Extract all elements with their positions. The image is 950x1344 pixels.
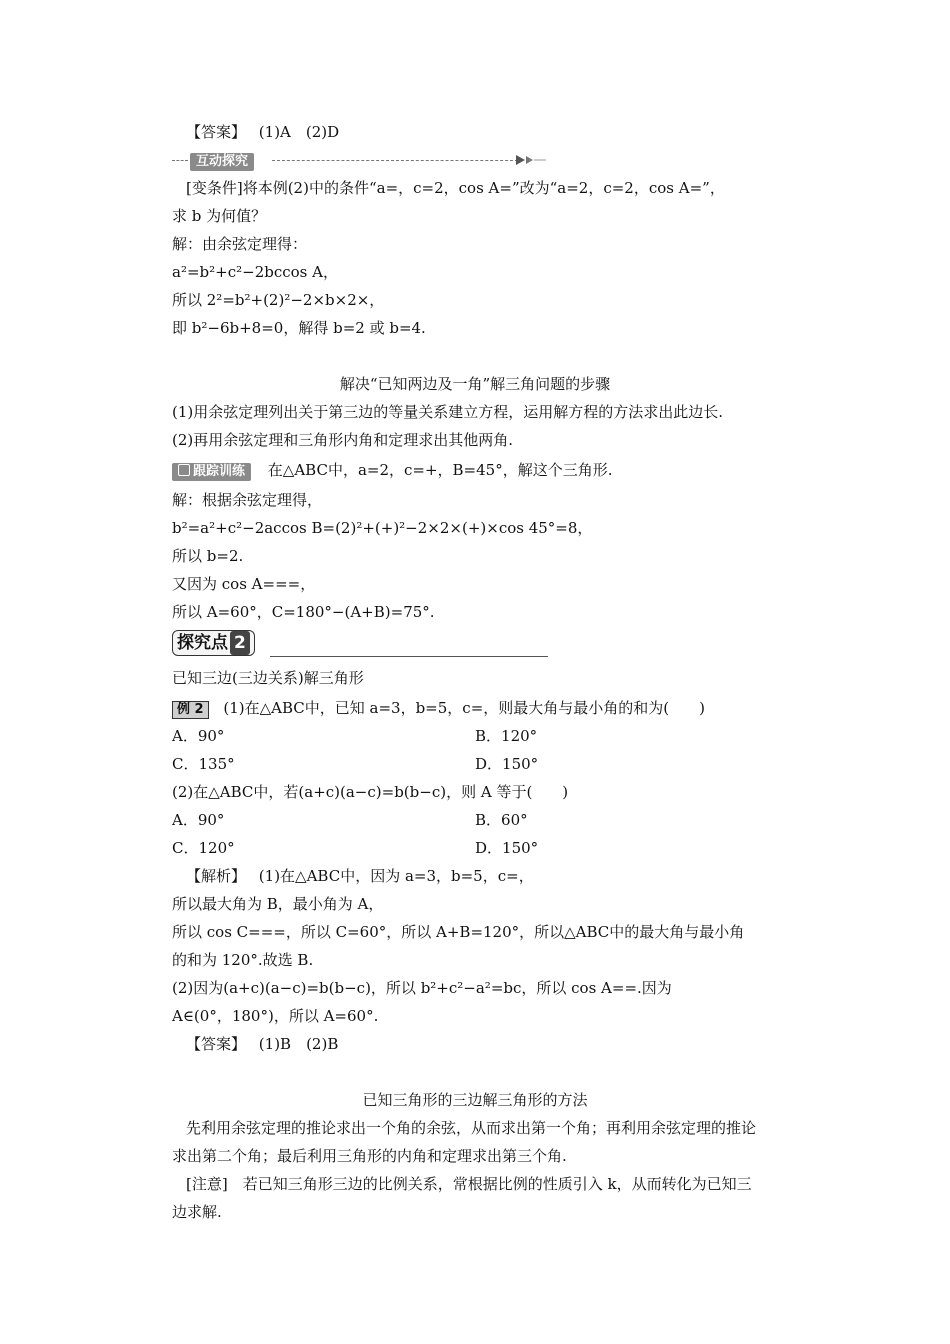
practice-s4: 又因为 cos A===， [172,575,316,593]
variant-solution-label: 解：由余弦定理得： [172,235,308,253]
method2-note1: [注意] 若已知三角形三边的比例关系，常根据比例的性质引入 k，从而转化为已知三 [186,1175,752,1193]
variant-line2: 求 b 为何值？ [172,207,267,225]
method1-step1: (1)用余弦定理列出关于第三边的等量关系建立方程，运用解方程的方法求出此边长. [172,403,724,421]
method2-p1: 先利用余弦定理的推论求出一个角的余弦，从而求出第一个角；再利用余弦定理的推论 [186,1119,757,1137]
example2-q1-line [172,698,705,719]
practice-s5: 所以 A=60°，C=180°−(A+B)=75°. [172,603,435,621]
analysis-line1 [186,866,534,886]
method1-title: 解决“已知两边及一角”解三角问题的步骤 [339,375,611,393]
practice-question: 在△ABC中，a=2，c=+，B=45°，解这个三角形. [267,461,613,479]
variant-eq2: 所以 2²=b²+(2)²−2×b×2×， [172,291,385,309]
checklist-icon [178,464,190,476]
method2-title: 已知三角形的三边解三角形的方法 [362,1091,588,1109]
analysis-l2: 所以最大角为 B，最小角为 A， [172,895,384,913]
answer2-line [186,1034,338,1054]
variant-line1: [变条件]将本例(2)中的条件“a=，c=2，cos A=”改为“a=2，c=2，cos A=”， [186,179,725,197]
practice-s3: 所以 b=2. [172,547,244,565]
interactive-banner [190,150,254,171]
interactive-tag: 互动探究 [190,153,254,171]
point2-number: 2 [230,631,250,655]
method1-step2: (2)再用余弦定理和三角形内角和定理求出其他两角. [172,431,514,449]
analysis-l4: 的和为 120°.故选 B. [172,951,314,969]
q1-option-c: C．135° [172,755,235,773]
answer-line [186,122,339,142]
banner-dash-right [272,160,518,161]
point2-badge [172,630,255,656]
answer2-value: (1)B (2)B [258,1035,339,1053]
banner-dash-left [172,160,188,161]
analysis-l6: A∈(0°，180°)，所以 A=60°. [172,1007,379,1025]
analysis-l1: (1)在△ABC中，因为 a=3，b=5，c=， [258,867,534,885]
example2-q1: (1)在△ABC中，已知 a=3，b=5，c=，则最大角与最小角的和为( ) [223,699,705,717]
q2-option-d: D．150° [475,839,539,857]
practice-tag [172,463,251,481]
method2-p2: 求出第二个角；最后利用三角形的内角和定理求出第三个角. [172,1147,567,1165]
method2-note2: 边求解. [172,1203,222,1221]
q2-option-c: C．120° [172,839,235,857]
practice-line [172,460,612,481]
answer-value: (1)A (2)D [258,123,340,141]
practice-tag-label: 跟踪训练 [193,464,246,479]
q2-option-a: A．90° [172,811,225,829]
arrow-icon [516,154,548,166]
analysis-l3: 所以 cos C===，所以 C=60°，所以 A+B=120°，所以△ABC中的最大角与最小角 [172,923,745,941]
example2-q2: (2)在△ABC中，若(a+c)(a−c)=b(b−c)，则 A 等于( ) [172,783,569,801]
point2-rule [270,656,548,657]
answer2-label: 【答案】 [186,1035,247,1053]
practice-s2: b²=a²+c²−2accos B=(2)²+(+)²−2×2×(+)×cos 45°=8， [172,519,593,537]
analysis-label: 【解析】 [186,867,247,885]
point2-label: 探究点 [177,633,228,653]
answer-label: 【答案】 [186,123,247,141]
variant-eq3: 即 b²−6b+8=0，解得 b=2 或 b=4. [172,319,426,337]
q1-option-a: A．90° [172,727,225,745]
point2-heading [172,630,255,656]
variant-eq1: a²=b²+c²−2bccos A， [172,263,338,281]
q2-option-b: B．60° [475,811,528,829]
q1-option-b: B．120° [475,727,538,745]
practice-s1: 解：根据余弦定理得， [172,491,323,509]
q1-option-d: D．150° [475,755,539,773]
point2-subtitle: 已知三边(三边关系)解三角形 [172,669,364,687]
analysis-l5: (2)因为(a+c)(a−c)=b(b−c)，所以 b²+c²−a²=bc，所以 cos A==.因为 [172,979,672,997]
example-tag: 例 2 [172,701,209,719]
